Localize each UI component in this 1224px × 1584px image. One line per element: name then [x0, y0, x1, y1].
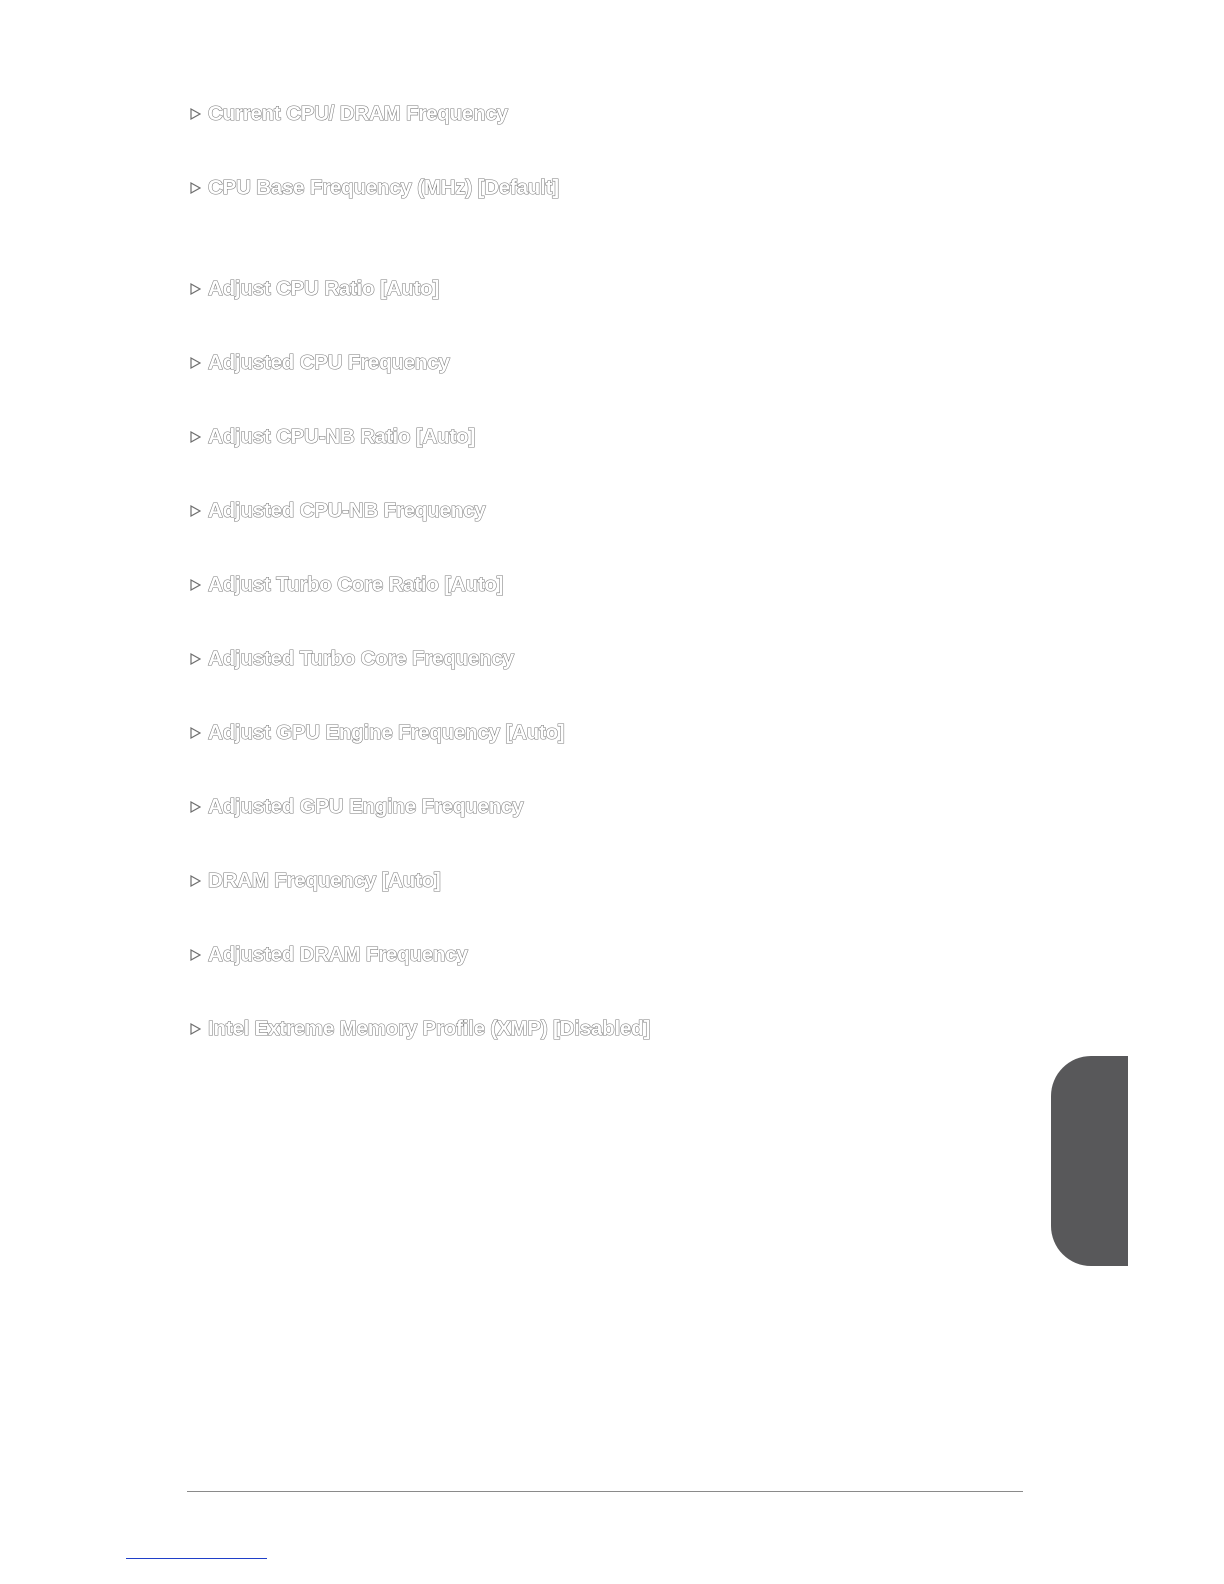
- menu-item-label: Adjust CPU-NB Ratio [Auto]: [208, 425, 475, 448]
- triangle-right-outline-icon: [190, 505, 208, 517]
- triangle-right-outline-icon: [190, 357, 208, 369]
- triangle-right-outline-icon: [190, 431, 208, 443]
- triangle-right-outline-icon: [190, 653, 208, 665]
- menu-item-label: Current CPU/ DRAM Frequency: [208, 102, 508, 125]
- triangle-right-outline-icon: [190, 727, 208, 739]
- footer-divider: [187, 1491, 1023, 1492]
- triangle-right-outline-icon: [190, 283, 208, 295]
- menu-item-adjusted-turbo-core-frequency[interactable]: [190, 640, 514, 678]
- menu-item-adjusted-gpu-engine-frequency[interactable]: [190, 788, 523, 826]
- triangle-right-outline-icon: [190, 579, 208, 591]
- menu-item-label: DRAM Frequency [Auto]: [208, 869, 441, 892]
- menu-item-label: Adjusted GPU Engine Frequency: [208, 795, 524, 818]
- chapter-side-tab: [1051, 1056, 1128, 1266]
- menu-item-adjusted-dram-frequency[interactable]: [190, 936, 468, 974]
- link-underline[interactable]: [126, 1558, 267, 1559]
- menu-item-dram-frequency[interactable]: [190, 862, 441, 900]
- triangle-right-outline-icon: [190, 108, 208, 120]
- menu-item-intel-xmp[interactable]: [190, 1010, 650, 1048]
- triangle-right-outline-icon: [190, 875, 208, 887]
- menu-item-label: Adjust Turbo Core Ratio [Auto]: [208, 573, 504, 596]
- menu-item-label: CPU Base Frequency (MHz) [Default]: [208, 176, 559, 199]
- menu-item-adjusted-cpu-nb-frequency[interactable]: [190, 492, 485, 530]
- menu-item-adjust-cpu-ratio[interactable]: [190, 270, 439, 308]
- menu-item-adjusted-cpu-frequency[interactable]: [190, 344, 450, 382]
- menu-item-label: Adjust GPU Engine Frequency [Auto]: [208, 721, 565, 744]
- menu-item-current-cpu-dram-frequency[interactable]: [190, 95, 508, 133]
- menu-item-cpu-base-frequency[interactable]: [190, 169, 559, 207]
- menu-item-adjust-cpu-nb-ratio[interactable]: [190, 418, 475, 456]
- menu-item-label: Adjusted Turbo Core Frequency: [208, 647, 514, 670]
- triangle-right-outline-icon: [190, 801, 208, 813]
- menu-item-label: Adjusted CPU Frequency: [208, 351, 450, 374]
- menu-item-label: Intel Extreme Memory Profile (XMP) [Disabled]: [208, 1017, 651, 1040]
- menu-item-adjust-gpu-engine-frequency[interactable]: [190, 714, 565, 752]
- menu-item-label: Adjusted DRAM Frequency: [208, 943, 468, 966]
- triangle-right-outline-icon: [190, 182, 208, 194]
- triangle-right-outline-icon: [190, 949, 208, 961]
- triangle-right-outline-icon: [190, 1023, 208, 1035]
- menu-item-adjust-turbo-core-ratio[interactable]: [190, 566, 503, 604]
- menu-item-label: Adjusted CPU-NB Frequency: [208, 499, 486, 522]
- menu-item-label: Adjust CPU Ratio [Auto]: [208, 277, 440, 300]
